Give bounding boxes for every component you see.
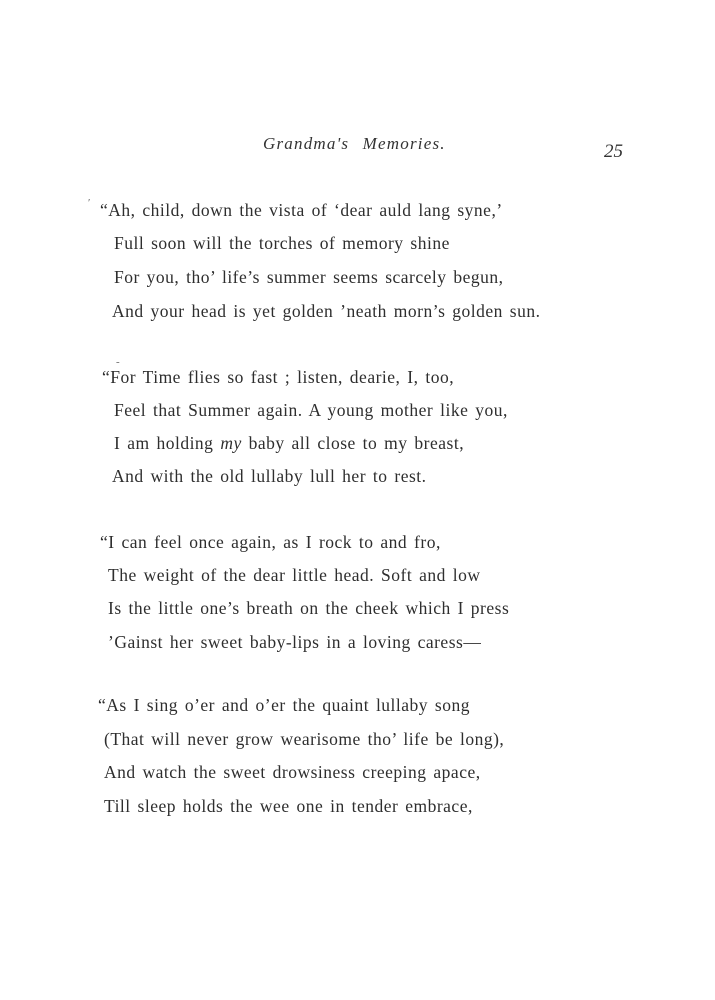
- verse-line: Full soon will the torches of memory shine: [114, 233, 450, 253]
- verse-line: And watch the sweet drowsiness creeping apace,: [104, 762, 481, 782]
- verse-text: baby all close to my breast,: [248, 433, 465, 453]
- page-number: 25: [604, 141, 623, 162]
- verse-line: “For Time flies so fast ; listen, dearie, I, too,: [102, 367, 455, 387]
- verse-emphasis: my: [220, 433, 242, 453]
- verse-line: The weight of the dear little head. Soft and low: [108, 565, 481, 585]
- verse-line: ’Gainst her sweet baby-lips in a loving caress—: [108, 632, 482, 652]
- verse-line: “As I sing o’er and o’er the quaint lullaby song: [98, 695, 470, 715]
- verse-line: (That will never grow wearisome tho’ life be long),: [104, 729, 505, 749]
- verse-line: Till sleep holds the wee one in tender embrace,: [104, 796, 473, 816]
- verse-line: And with the old lullaby lull her to rest.: [112, 466, 427, 486]
- verse-line: Is the little one’s breath on the cheek which I press: [108, 598, 510, 618]
- print-mark: -: [116, 356, 120, 368]
- verse-text: I am holding: [114, 433, 214, 453]
- verse-line: And your head is yet golden ’neath morn’s golden sun.: [112, 301, 541, 321]
- verse-line: For you, tho’ life’s summer seems scarcely begun,: [114, 267, 504, 287]
- verse-line: “Ah, child, down the vista of ‘dear auld lang syne,’: [100, 200, 503, 220]
- verse-line: Feel that Summer again. A young mother like you,: [114, 400, 508, 420]
- verse-line: “I can feel once again, as I rock to and fro,: [100, 532, 441, 552]
- print-mark: ′: [88, 197, 91, 209]
- running-header-title: Grandma's Memories.: [263, 134, 446, 153]
- verse-line: [114, 433, 464, 454]
